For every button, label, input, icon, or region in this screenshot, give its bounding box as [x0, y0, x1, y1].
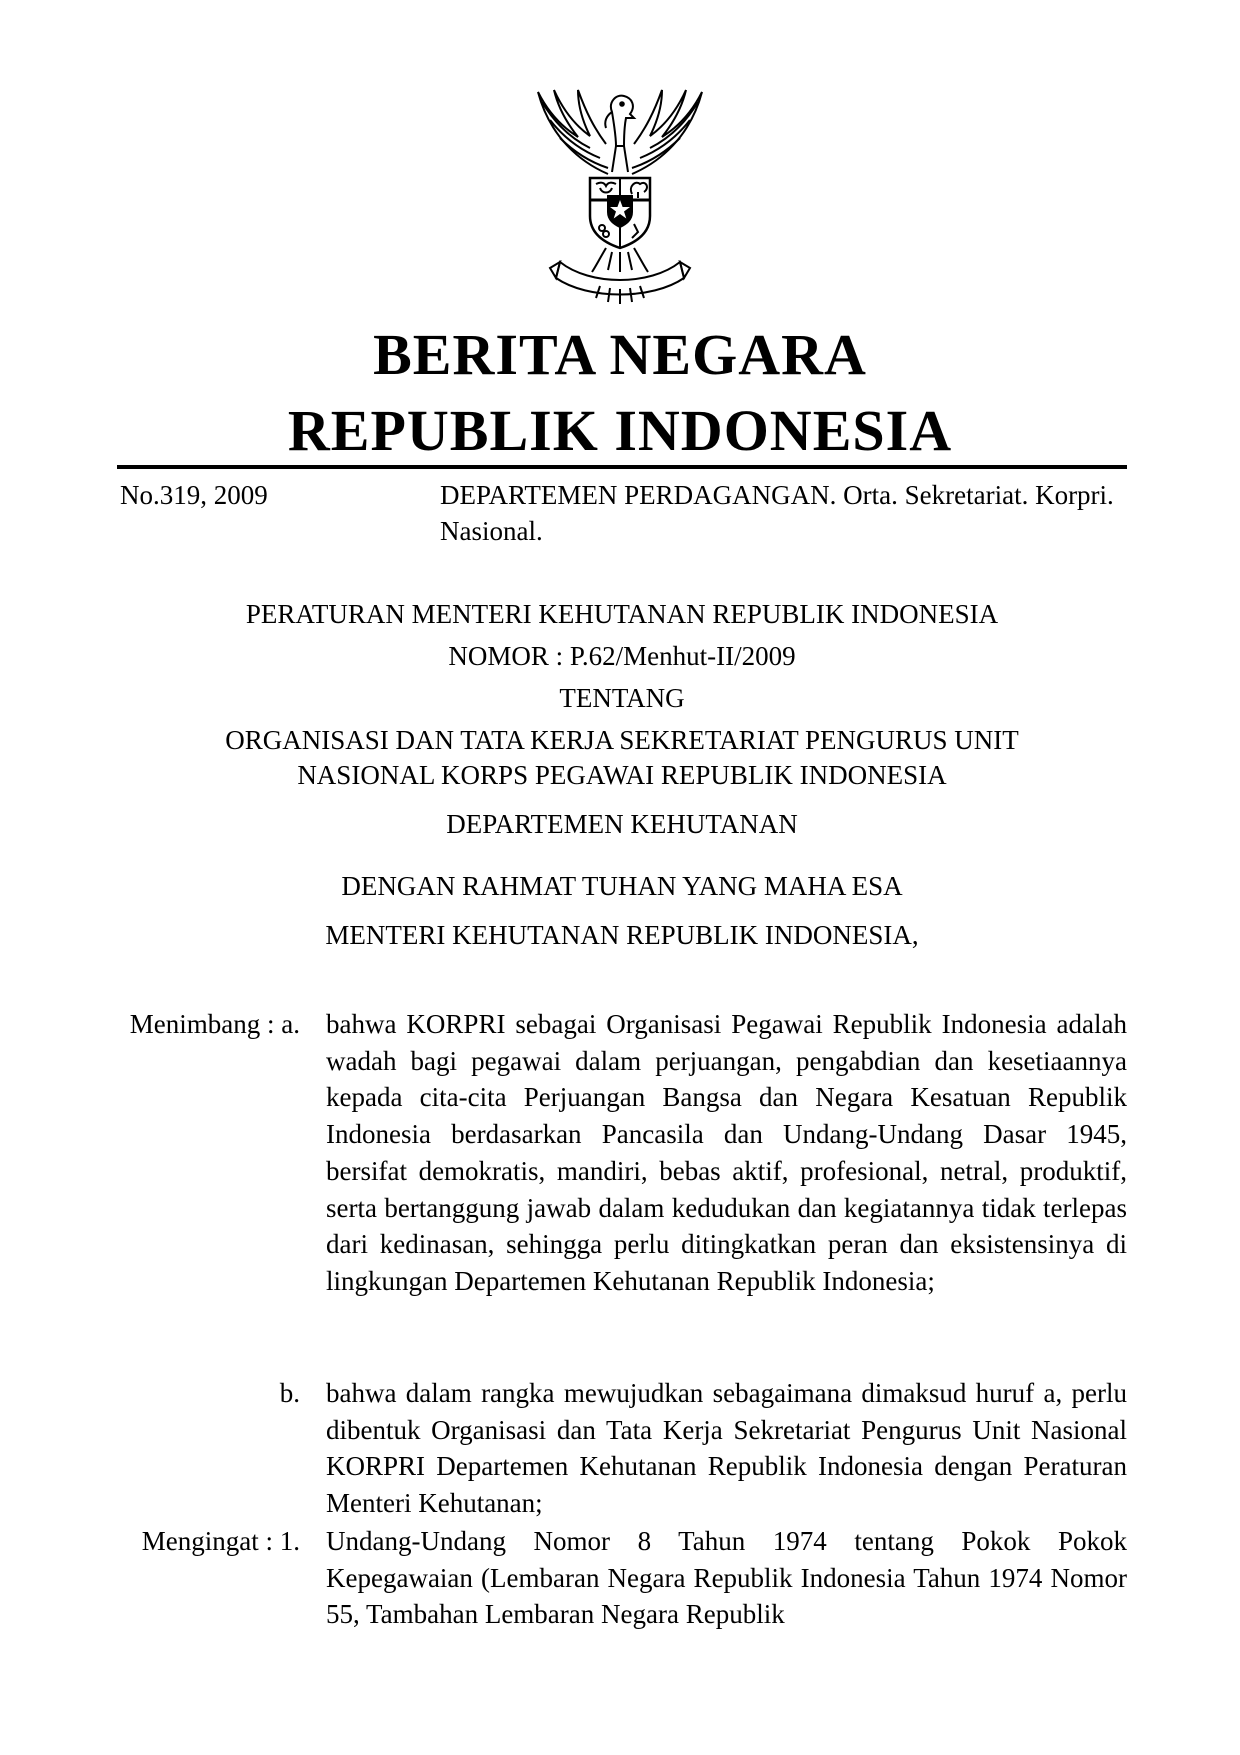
- masthead-title: BERITA NEGARA: [373, 322, 867, 387]
- regulation-subject-line-2: NASIONAL KORPS PEGAWAI REPUBLIK INDONESIA: [297, 760, 947, 790]
- issue-number: No.319, 2009: [120, 480, 268, 510]
- preamble-line-1: DENGAN RAHMAT TUHAN YANG MAHA ESA: [341, 871, 903, 901]
- considering-item-b-marker: b.: [279, 1378, 300, 1408]
- considering-label: Menimbang : a.: [129, 1009, 300, 1039]
- preamble-line-2: MENTERI KEHUTANAN REPUBLIK INDONESIA,: [325, 920, 919, 950]
- regulation-about: TENTANG: [559, 683, 685, 713]
- recalling-item-1: Undang-Undang Nomor 8 Tahun 1974 tentang Pokok Pokok Kepegawaian (Lembaran Negara Republik Indonesia Tahun 1974 Nomor 55, Tambahan Lembaran Negara Republik: [326, 1526, 1127, 1630]
- masthead-divider: [117, 465, 1127, 469]
- considering-item-b: bahwa dalam rangka mewujudkan sebagaimana dimaksud huruf a, perlu dibentuk Organisasi dan Tata Kerja Sekretariat Pengurus Unit Nasional KORPRI Departemen Kehutanan Republik Indonesia dengan Peraturan Menteri Kehutanan;: [326, 1378, 1127, 1519]
- recalling-label: Mengingat : 1.: [141, 1526, 300, 1556]
- considering-item-a: bahwa KORPRI sebagai Organisasi Pegawai Republik Indonesia adalah wadah bagi pegawai dalam perjuangan, pengabdian dan kesetiaannya kepada cita-cita Perjuangan Bangsa dan Negara Kesatuan Republik Indonesia berdasarkan Pancasila dan Undang-Undang Dasar 1945, bersifat demokratis, mandiri, bebas aktif, profesional, netral, produktif, serta bertanggung jawab dalam kedudukan dan kegiatannya tidak terlepas dari kedinasan, sehingga perlu ditingkatkan peran dan eksistensinya di lingkungan Departemen Kehutanan Republik Indonesia;: [326, 1009, 1127, 1296]
- regulation-title: PERATURAN MENTERI KEHUTANAN REPUBLIK INDONESIA: [245, 599, 999, 629]
- issue-subject: DEPARTEMEN PERDAGANGAN. Orta. Sekretariat. Korpri. Nasional.: [440, 480, 1114, 546]
- regulation-subject-line-1: ORGANISASI DAN TATA KERJA SEKRETARIAT PENGURUS UNIT: [225, 725, 1019, 755]
- regulation-number: NOMOR : P.62/Menhut-II/2009: [448, 641, 796, 671]
- masthead-subtitle: REPUBLIK INDONESIA: [287, 398, 953, 463]
- garuda-pancasila-emblem-icon: [520, 82, 720, 304]
- regulation-subject-line-3: DEPARTEMEN KEHUTANAN: [446, 809, 798, 839]
